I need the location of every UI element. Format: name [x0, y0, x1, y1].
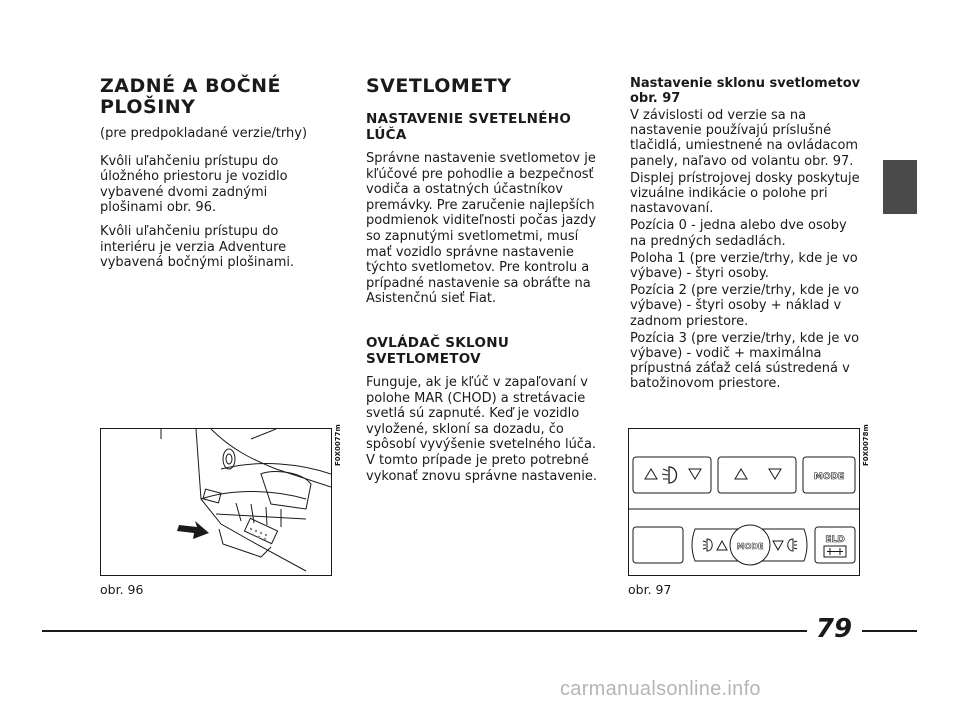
- rear-platforms-title: ZADNÉ A BOČNÉ PLOŠINY: [100, 75, 282, 118]
- tilt-para-2: Displej prístrojovej dosky poskytuje vizuálne indikácie o polohe pri nastavovaní.: [630, 170, 860, 217]
- rear-platforms-subtitle: (pre predpokladané verzie/trhy): [100, 126, 308, 141]
- tilt-para-1: V závislosti od verzie sa na nastavenie používajú príslušné tlačidlá, umiestnené na ovládacom panely, naľavo od volantu obr. 97.: [630, 108, 859, 169]
- beam-adjustment-text: Správne nastavenie svetlometov je kľúčové pre pohodlie a bezpečnosť vodiča a ostatných účastníkov premávky. Pre zaručenie najlepších podmienok viditeľnosti počas jazdy so zapnutými svetlometmi, musí mať vozidlo správne nastavenie týchto svetlometov. Pre kontrolu a prípadné nastavenie sa obráťte na Asistenčnú sieť Fiat.: [366, 151, 597, 307]
- watermark: carmanualsonline.info: [560, 678, 761, 700]
- control-panel-illustration: [629, 429, 859, 575]
- tilt-button-upper: [633, 457, 711, 493]
- figure-96-caption: obr. 96: [100, 582, 144, 597]
- tilt-para-3: Pozícia 0 - jedna alebo dve osoby na predných sedadlách.: [630, 218, 847, 249]
- eld-button: [815, 527, 855, 563]
- headlights-title: SVETLOMETY: [366, 75, 512, 97]
- rear-platforms-para-2: Kvôli uľahčeniu prístupu do interiéru je verzia Adventure vybavená bočnými plošinami.: [100, 223, 295, 271]
- headlights-column: [366, 76, 602, 484]
- rear-platform-illustration: [101, 429, 331, 575]
- figure-97-code: F0X0078m: [862, 424, 870, 466]
- rear-platforms-column: [100, 76, 330, 271]
- tilt-para-4: Poloha 1 (pre verzie/trhy, kde je vo výbave) - štyri osoby.: [630, 250, 858, 282]
- mode-label-lower: MODE: [736, 542, 764, 551]
- tilt-control-heading: OVLÁDAČ SKLONU SVETLOMETOV: [366, 334, 510, 367]
- mode-label-upper: MODE: [813, 472, 845, 482]
- figure-97-control-panel: [628, 428, 860, 576]
- tilt-para-5: Pozícia 2 (pre verzie/trhy, kde je vo výbave) - štyri osoby + náklad v zadnom priestore.: [630, 283, 860, 329]
- eld-label: ELD: [825, 535, 845, 545]
- page-number: 79: [815, 614, 853, 644]
- tilt-adjustment-heading: Nastavenie sklonu svetlometov obr. 97: [630, 76, 861, 106]
- tilt-control-text: Funguje, ak je kľúč v zapaľovaní v polohe MAR (CHOD) a stretávacie svetlá sú zapnuté. Keď je vozidlo vyložené, skloní sa dozadu, čo spôsobí vyvýšenie svetelného lúča. V tomto prípade je preto potrebné vykonať znovu správne nastavenie.: [366, 374, 598, 484]
- footer-rule-right: [862, 630, 917, 632]
- figure-97-caption: obr. 97: [628, 582, 672, 597]
- tilt-adjustment-column: [630, 76, 866, 392]
- display-tilt-button: [718, 457, 796, 493]
- blank-button: [633, 527, 683, 563]
- figure-96-code: F0X0077m: [334, 424, 342, 466]
- tilt-para-6: Pozícia 3 (pre verzie/trhy, kde je vo výbave) - vodič + maximálna prípustná záťaž celá sústredená v batožinovom priestore.: [630, 330, 860, 392]
- beam-adjustment-heading: NASTAVENIE SVETELNÉHO LÚČA: [366, 111, 572, 143]
- rear-platforms-para-1: Kvôli uľahčeniu prístupu do úložného priestoru je vozidlo vybavené dvomi zadnými plošinami obr. 96.: [100, 153, 288, 216]
- arrow-icon: [177, 521, 209, 539]
- figure-96-rear-platform: [100, 428, 332, 576]
- footer-rule-left: [42, 630, 807, 632]
- chapter-tab-marker: [883, 160, 917, 214]
